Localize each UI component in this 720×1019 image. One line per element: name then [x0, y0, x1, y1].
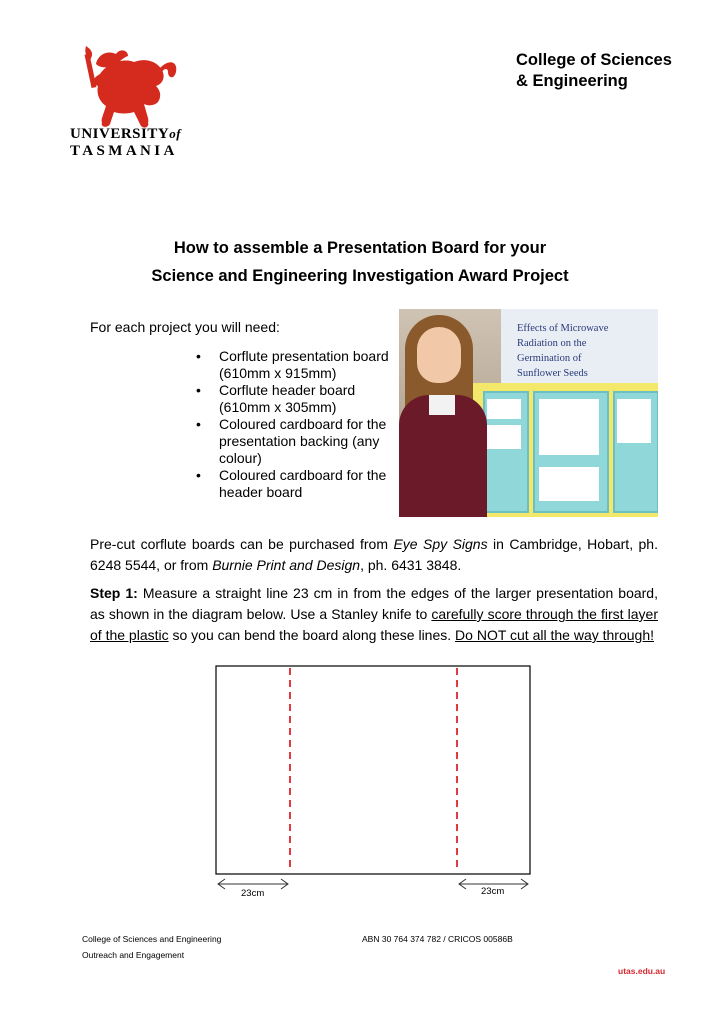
materials-list: [182, 348, 392, 501]
student-project-photo: [399, 309, 658, 517]
college-name: College of Sciences & Engineering: [516, 51, 672, 90]
photo-student-face: [417, 327, 461, 383]
shop-name: Burnie Print and Design: [212, 557, 361, 573]
list-item: • Coloured cardboard for the presentation backing (any colour): [182, 416, 392, 467]
photo-sheet: [617, 399, 651, 443]
right-measurement-label: 23cm: [481, 886, 505, 897]
footer-abn: ABN 30 764 374 782 / CRICOS 00586B: [362, 934, 513, 944]
left-measurement-label: 23cm: [241, 888, 265, 899]
presentation-board-outline: [216, 666, 530, 874]
photo-student-collar: [429, 395, 455, 415]
page-title: How to assemble a Presentation Board for your Science and Engineering Investigation Award Project: [151, 239, 569, 285]
university-wordmark-line2: TASMANIA: [70, 143, 178, 159]
university-wordmark-line1: UNIVERSITYof: [70, 126, 182, 142]
list-item: • Corflute header board (610mm x 305mm): [182, 382, 392, 416]
photo-poster-title: Effects of Microwave Radiation on the Germination of Sunflower Seeds: [517, 323, 609, 379]
fold-lines-diagram: [210, 660, 540, 906]
photo-sheet: [487, 425, 521, 449]
underlined-warning: Do NOT cut all the way through!: [455, 627, 654, 643]
photo-sheet: [539, 467, 599, 501]
footer-department: College of Sciences and Engineering Outreach and Engagement: [82, 934, 222, 960]
purchase-paragraph: Pre-cut corflute boards can be purchased from Eye Spy Signs in Cambridge, Hobart, ph. 6248 5544, or from Burnie Print and Design, ph. 6431 3848.: [90, 536, 658, 573]
step-label: Step 1:: [90, 585, 138, 601]
shop-name: Eye Spy Signs: [393, 536, 488, 552]
list-item: • Corflute presentation board (610mm x 915mm): [182, 348, 392, 382]
photo-sheet: [487, 399, 521, 419]
photo-sheet: [539, 399, 599, 455]
list-item: • Coloured cardboard for the header board: [182, 467, 392, 501]
footer-website-link[interactable]: utas.edu.au: [618, 966, 666, 976]
materials-intro: For each project you will need:: [90, 319, 280, 335]
underlined-instruction: carefully score through the first layer of the plastic: [90, 606, 658, 643]
step-1-paragraph: Step 1: Measure a straight line 23 cm in from the edges of the larger presentation board, as shown in the diagram below. Use a Stanley knife to carefully score through the first layer of the plastic so you can bend the board along these lines. Do NOT cut all the way through!: [90, 585, 658, 643]
